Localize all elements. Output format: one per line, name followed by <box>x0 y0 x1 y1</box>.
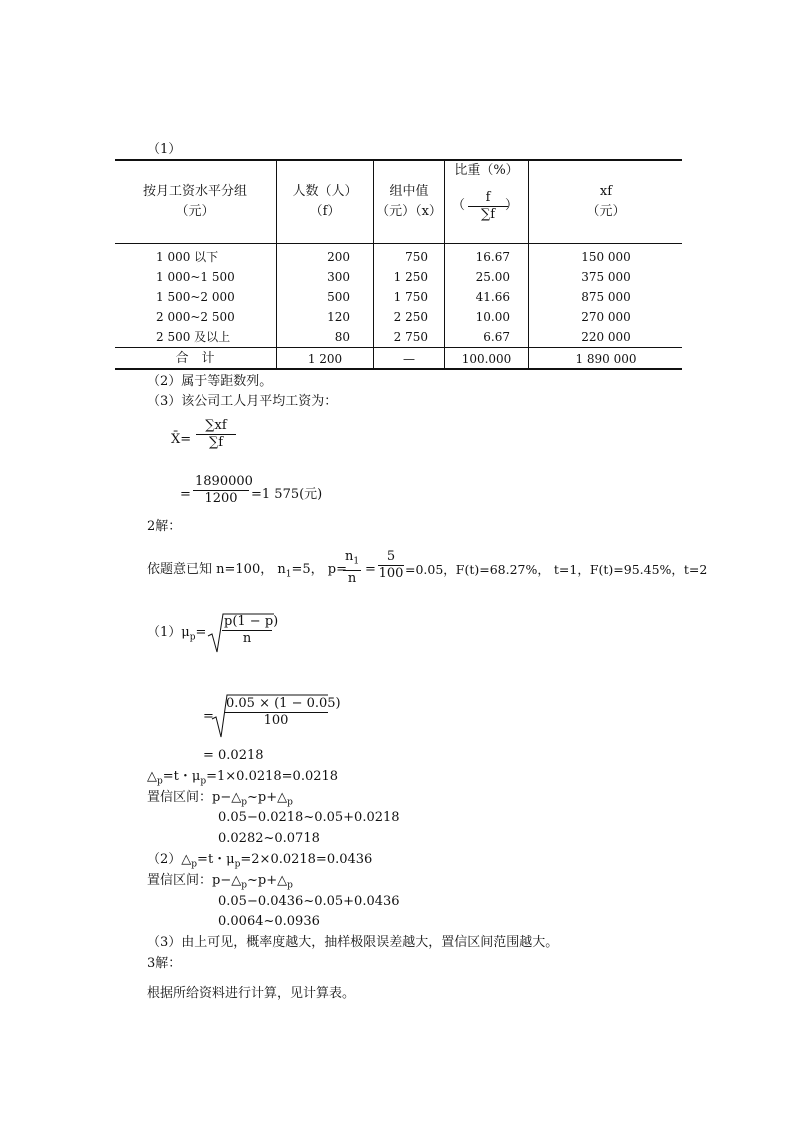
given-frac2-den: 100 <box>378 566 404 581</box>
cell-count: 300 <box>327 270 350 284</box>
cell-midpoint: 1 250 <box>393 270 428 284</box>
cell-count: 120 <box>327 310 350 324</box>
ci-1-expr-b: ~p+△ <box>247 790 288 805</box>
header-ratio-lparen: （ <box>452 198 466 213</box>
delta-1-symbol: △ <box>147 769 157 784</box>
cell-count: 80 <box>334 330 350 344</box>
header-midpoint-line1: 组中值 <box>389 184 429 199</box>
ci-2-calc: 0.05−0.0436~0.05+0.0436 <box>218 894 400 909</box>
delta-2-label: （2）△ <box>147 852 192 867</box>
delta-2-sub: p <box>191 859 198 870</box>
header-xf-line1: xf <box>599 184 613 199</box>
total-rule <box>115 347 682 348</box>
cell-ratio: 25.00 <box>475 270 510 284</box>
section-2-heading: 2解： <box>147 519 182 534</box>
sqrt-1-num: p(1 − p) <box>224 614 279 629</box>
total-count: 1 200 <box>307 352 343 366</box>
cell-ratio: 41.66 <box>475 290 510 304</box>
given-frac1-num-text: n <box>345 549 354 564</box>
ci-1-calc: 0.05−0.0218~0.05+0.0218 <box>218 810 400 825</box>
delta-1-sub: p <box>157 776 163 787</box>
item-3-text: （3）该公司工人月平均工资为： <box>147 394 338 409</box>
given-suffix: =0.05，F(t)=68.27%， t=1，F(t)=95.45%，t=2 <box>405 562 708 577</box>
ci-1-label: 置信区间： <box>147 790 213 805</box>
mean-numerator: ∑xf <box>196 418 236 435</box>
ci-2-sub2: p <box>287 880 293 891</box>
sqrt-2-num: 0.05 × (1 − 0.05) <box>226 696 341 711</box>
cell-group: 2 500 及以上 <box>156 330 231 344</box>
sqrt-1-fraction <box>222 614 279 647</box>
ci-1-line <box>147 790 293 811</box>
cell-midpoint: 1 750 <box>393 290 428 304</box>
header-group-line2: （元） <box>175 204 215 219</box>
mean-value-fraction <box>193 474 253 507</box>
conclusion-text: （3）由上可见，概率度越大，抽样极限误差越大，置信区间范围越大。 <box>147 935 559 950</box>
ci-2-expr-b: ~p+△ <box>247 873 288 888</box>
sqrt-1-den: n <box>242 631 252 646</box>
header-count-line2: （f） <box>309 204 341 219</box>
ratio-denominator: ∑f <box>480 207 496 222</box>
mean-value-denominator: 1200 <box>204 491 238 506</box>
given-frac2-num: 5 <box>378 549 404 566</box>
cell-xf: 220 000 <box>581 330 631 344</box>
sqrt-2-den: 100 <box>263 713 289 728</box>
total-label: 合 计 <box>175 351 215 366</box>
delta-2-value: =2×0.0218=0.0436 <box>240 852 373 867</box>
cell-midpoint: 2 750 <box>393 330 428 344</box>
header-count-line1: 人数（人） <box>292 184 358 199</box>
ci-1-result: 0.0282~0.0718 <box>218 831 320 846</box>
mu-label-text: （1）μ <box>147 625 190 640</box>
cell-group: 1 500~2 000 <box>156 290 235 304</box>
given-fraction-1 <box>343 549 361 587</box>
cell-midpoint: 2 250 <box>393 310 428 324</box>
ci-2-label: 置信区间： <box>147 873 213 888</box>
cell-group: 2 000~2 500 <box>156 310 235 324</box>
mean-denominator: ∑f <box>208 435 224 450</box>
given-sub: 1 <box>285 569 292 580</box>
section-3-heading: 3解： <box>147 956 182 971</box>
mean-lhs: X̄= <box>171 432 192 447</box>
cell-xf: 150 000 <box>581 250 631 264</box>
ci-1-sub1: p <box>241 797 247 808</box>
cell-count: 200 <box>327 250 350 264</box>
mean-fraction <box>196 418 236 451</box>
mean-eq: = <box>180 487 191 502</box>
header-group-line1: 按月工资水平分组 <box>142 184 247 199</box>
sqrt-2-eq: = <box>203 709 214 724</box>
delta-2-sub2: p <box>234 859 241 870</box>
cell-group: 1 000 以下 <box>156 250 219 264</box>
mu-result: = 0.0218 <box>203 748 264 763</box>
cell-xf: 875 000 <box>581 290 631 304</box>
cell-midpoint: 750 <box>405 250 428 264</box>
mean-value-numerator: 1890000 <box>195 474 253 489</box>
delta-1-rest: =t・μ <box>162 769 201 784</box>
cell-ratio: 10.00 <box>475 310 510 324</box>
ratio-numerator: f <box>468 190 508 207</box>
given-frac1-num-sub: 1 <box>353 556 360 567</box>
section-label: （1） <box>147 142 182 157</box>
given-fraction-2 <box>378 549 404 582</box>
cell-xf: 270 000 <box>581 310 631 324</box>
ci-2-line <box>147 873 293 894</box>
ci-2-sub1: p <box>241 880 247 891</box>
col-divider <box>528 160 529 369</box>
delta-2-line <box>147 852 372 873</box>
delta-1-sub2: p <box>200 776 207 787</box>
delta-1-value: =1×0.0218=0.0218 <box>206 769 339 784</box>
header-midpoint-line2: （元）（x） <box>376 204 442 219</box>
mu-label <box>147 625 206 646</box>
cell-xf: 375 000 <box>581 270 631 284</box>
delta-1-line <box>147 769 338 790</box>
ci-2-expr-a: p−△ <box>212 873 242 888</box>
cell-ratio: 16.67 <box>475 250 510 264</box>
header-rule <box>115 243 682 244</box>
section-3-text: 根据所给资料进行计算，见计算表。 <box>147 986 356 1001</box>
ci-2-result: 0.0064~0.0936 <box>218 914 320 929</box>
ci-1-expr-a: p−△ <box>212 790 242 805</box>
ci-1-sub2: p <box>287 797 293 808</box>
mean-result: =1 575(元) <box>251 487 323 502</box>
given-n1: =5， p= <box>291 562 347 577</box>
given-frac1-den: n <box>347 570 357 586</box>
sqrt-2-fraction <box>224 696 341 729</box>
mu-label-eq: = <box>195 625 207 640</box>
header-ratio-line1: 比重（%） <box>454 163 519 178</box>
cell-group: 1 000~1 500 <box>156 270 235 284</box>
delta-2-rest: =t・μ <box>197 852 235 867</box>
header-ratio-fraction <box>468 190 508 223</box>
table-bottom-rule <box>115 368 682 370</box>
given-frac1-num <box>343 549 361 571</box>
mu-label-sub: p <box>189 632 196 643</box>
total-midpoint: — <box>403 352 415 366</box>
total-ratio: 100.000 <box>461 352 512 366</box>
col-divider <box>276 160 277 369</box>
col-divider <box>444 160 445 369</box>
header-xf-line2: （元） <box>586 204 626 219</box>
given-text <box>147 562 347 583</box>
total-xf: 1 890 000 <box>575 352 637 366</box>
given-prefix: 依题意已知 n=100， n <box>147 562 286 577</box>
item-2-text: （2）属于等距数列。 <box>147 374 273 389</box>
table-top-rule <box>115 159 682 161</box>
cell-count: 500 <box>327 290 350 304</box>
header-ratio-rparen: ） <box>505 198 519 213</box>
cell-ratio: 6.67 <box>483 330 510 344</box>
given-eq: = <box>365 562 376 577</box>
